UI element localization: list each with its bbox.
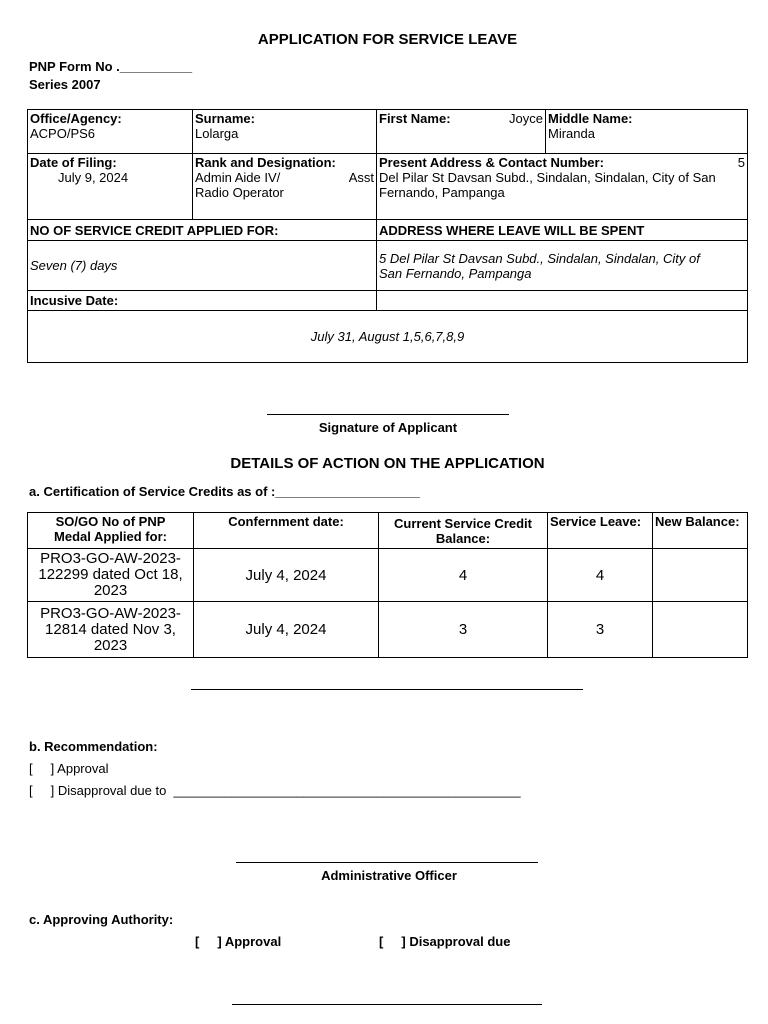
recommendation-disapproval: [ ] Disapproval due to ________________________________________________ xyxy=(29,783,521,798)
leave-address-label: ADDRESS WHERE LEAVE WILL BE SPENT xyxy=(377,220,748,241)
confernment-header: Confernment date: xyxy=(194,513,379,549)
sogo-cell xyxy=(28,602,194,658)
admin-officer-label: Administrative Officer xyxy=(321,868,457,883)
credit-label: NO OF SERVICE CREDIT APPLIED FOR: xyxy=(28,220,377,241)
middle-name-value: Miranda xyxy=(548,126,595,141)
surname-cell xyxy=(193,110,377,154)
new-balance-cell xyxy=(653,602,748,658)
middle-name-cell xyxy=(546,110,748,154)
applicant-signature-label: Signature of Applicant xyxy=(318,420,458,435)
rank-value-b: Asst xyxy=(348,170,374,185)
address-line-2: Fernando, Pampanga xyxy=(379,185,505,200)
rank-value-2: Radio Operator xyxy=(195,185,284,200)
applicant-table xyxy=(27,109,748,363)
credit-value: Seven (7) days xyxy=(28,241,377,291)
confernment-cell: July 4, 2024 xyxy=(194,549,379,602)
credits-table xyxy=(27,512,748,658)
leave-address-line-2: San Fernando, Pampanga xyxy=(379,265,532,281)
leave-address-line-1: 5 Del Pilar St Davsan Subd., Sindalan, Sindalan, City of xyxy=(379,250,700,266)
form-number: PNP Form No .__________ xyxy=(29,59,193,74)
address-cell xyxy=(377,154,748,220)
sogo-line: PRO3-GO-AW-2023- xyxy=(40,604,181,622)
service-leave-header: Service Leave: xyxy=(548,513,653,549)
sogo-line: 122299 dated Oct 18, xyxy=(38,566,183,583)
sogo-header xyxy=(28,513,194,549)
balance-header xyxy=(379,513,548,549)
office-cell xyxy=(28,110,193,154)
page-title: APPLICATION FOR SERVICE LEAVE xyxy=(257,31,518,48)
sogo-header-line-2: Medal Applied for: xyxy=(54,529,167,544)
table-row xyxy=(28,602,748,658)
surname-value: Lolarga xyxy=(195,126,239,141)
recommendation-approval: [ ] Approval xyxy=(29,761,109,776)
new-balance-cell xyxy=(653,549,748,602)
recommendation-label: b. Recommendation: xyxy=(29,739,158,754)
series: Series 2007 xyxy=(29,77,101,92)
rank-value-a: Admin Aide IV/ xyxy=(195,170,281,185)
office-value: ACPO/PS6 xyxy=(30,126,96,141)
date-filing-label: Date of Filing: xyxy=(30,155,117,170)
approving-approval: [ ] Approval xyxy=(195,934,282,949)
first-name-label: First Name: xyxy=(379,111,451,126)
rank-label: Rank and Designation: xyxy=(195,155,336,170)
service-leave-cell: 4 xyxy=(548,549,653,602)
address-number: 5 xyxy=(737,155,745,170)
service-leave-cell: 3 xyxy=(548,602,653,658)
middle-name-label: Middle Name: xyxy=(548,111,633,126)
date-filing-cell xyxy=(28,154,193,220)
office-label: Office/Agency: xyxy=(30,111,122,126)
approving-disapproval: [ ] Disapproval due xyxy=(379,934,511,949)
certification-label: a. Certification of Service Credits as of :____________________ xyxy=(29,484,420,499)
address-label: Present Address & Contact Number: xyxy=(379,155,604,170)
first-name-cell xyxy=(377,110,546,154)
admin-officer-signature-line xyxy=(236,862,538,863)
inclusive-blank xyxy=(377,291,748,311)
surname-label: Surname: xyxy=(195,111,255,126)
sogo-header-line-1: SO/GO No of PNP xyxy=(55,514,166,529)
certifier-signature-line xyxy=(191,689,583,690)
details-title: DETAILS OF ACTION ON THE APPLICATION xyxy=(230,455,545,472)
balance-cell: 4 xyxy=(379,549,548,602)
sogo-line: 2023 xyxy=(93,582,128,599)
balance-cell: 3 xyxy=(379,602,548,658)
sogo-line: PRO3-GO-AW-2023- xyxy=(40,550,181,567)
approving-authority-label: c. Approving Authority: xyxy=(29,912,174,927)
leave-address-cell xyxy=(377,241,748,291)
rank-cell xyxy=(193,154,377,220)
applicant-signature-line xyxy=(267,414,509,415)
sogo-line: 12814 dated Nov 3, xyxy=(45,620,176,638)
address-line-1: Del Pilar St Davsan Subd., Sindalan, Sindalan, City of San xyxy=(379,170,716,185)
confernment-cell: July 4, 2024 xyxy=(194,602,379,658)
first-name-value: Joyce xyxy=(509,111,543,126)
approving-signature-line xyxy=(232,1004,542,1005)
inclusive-label: Incusive Date: xyxy=(28,291,377,311)
balance-header-line-2: Balance: xyxy=(435,530,491,546)
balance-header-line-1: Current Service Credit xyxy=(394,515,532,531)
sogo-line: 2023 xyxy=(93,636,128,654)
new-balance-header: New Balance: xyxy=(653,513,748,549)
date-filing-value: July 9, 2024 xyxy=(58,170,129,185)
sogo-cell xyxy=(28,549,194,602)
inclusive-value: July 31, August 1,5,6,7,8,9 xyxy=(28,311,748,363)
table-row xyxy=(28,549,748,602)
